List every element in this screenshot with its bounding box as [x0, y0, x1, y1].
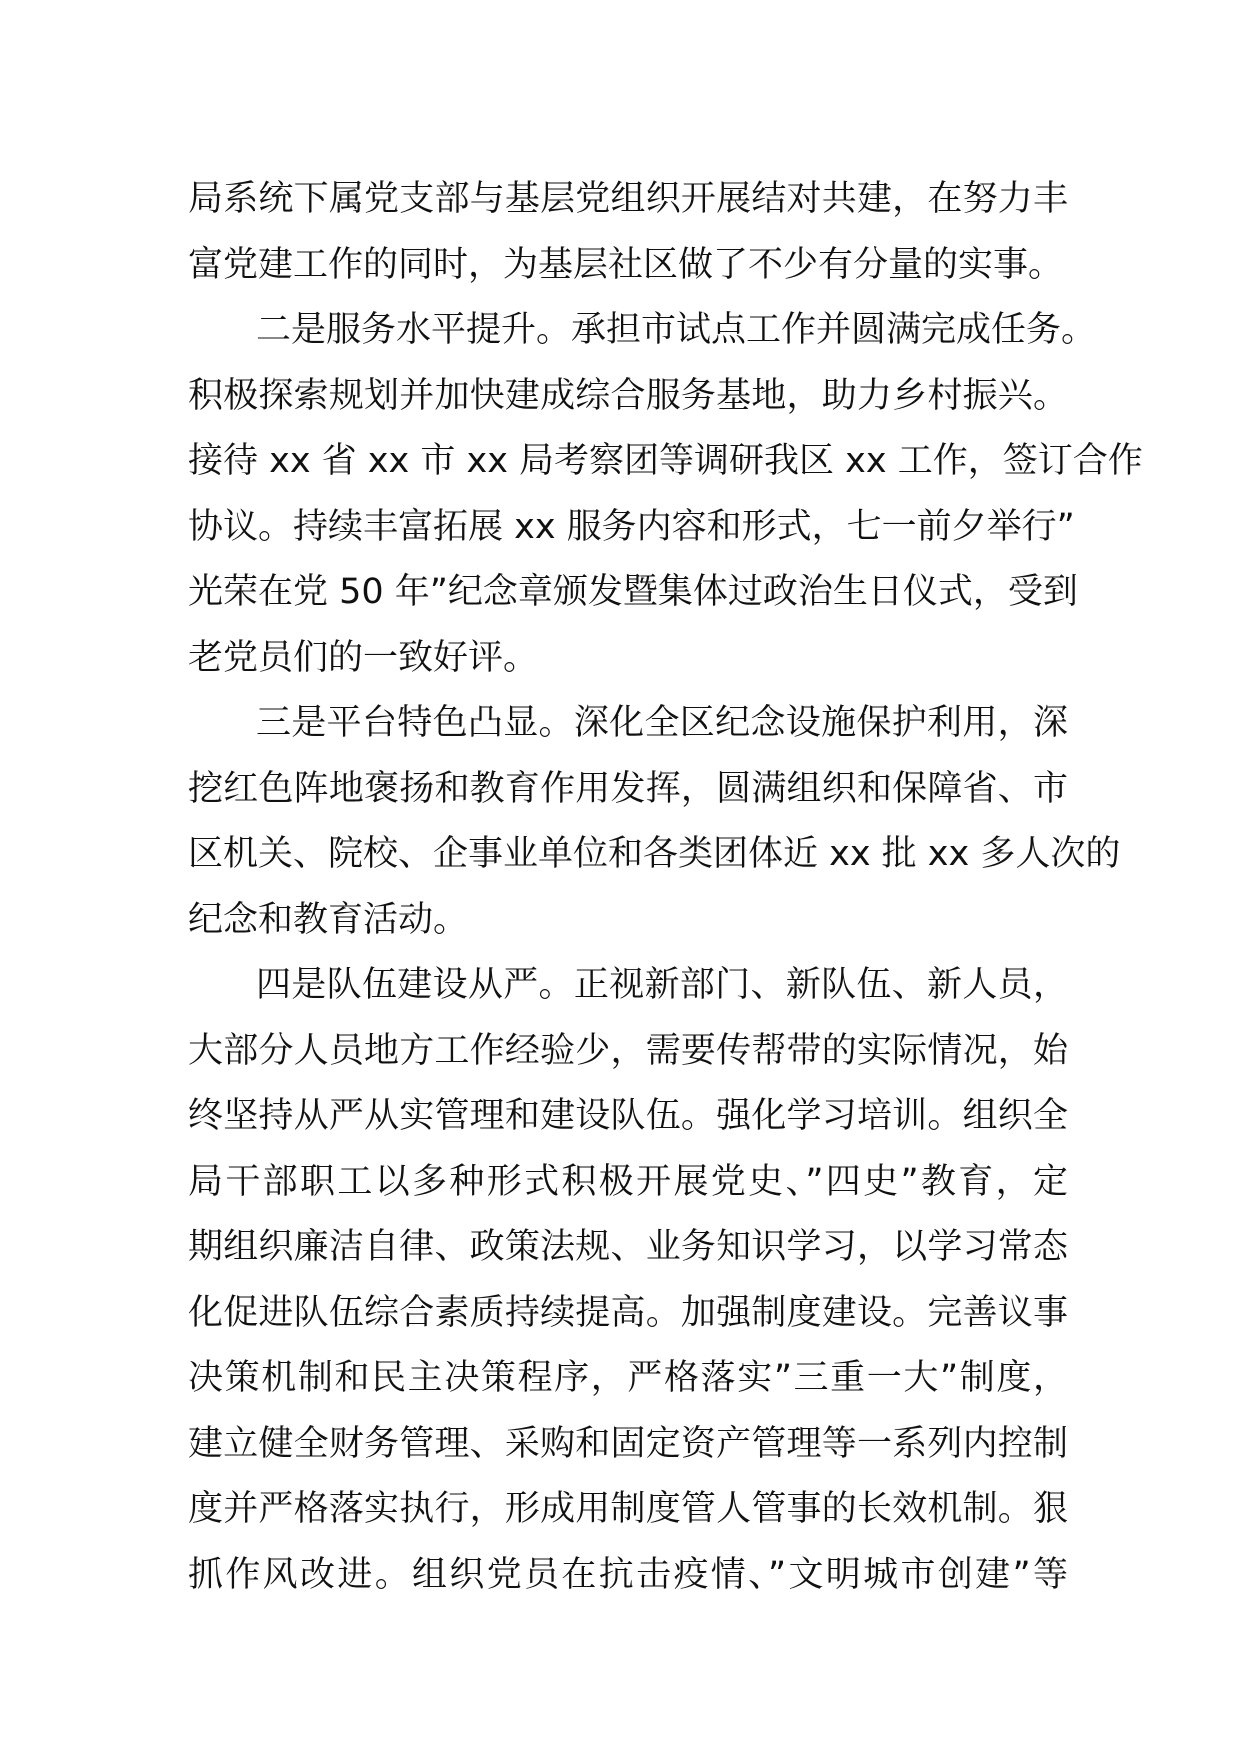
text-line: 积极探索规划并加快建成综合服务基地，助力乡村振兴。 — [188, 375, 1068, 416]
text-line: 建立健全财务管理、采购和固定资产管理等一系列内控制 — [188, 1423, 1068, 1464]
text-line: 度并严格落实执行，形成用制度管人管事的长效机制。狠 — [188, 1489, 1068, 1529]
text-line: 抓作风改进。组织党员在抗击疫情、”文明城市创建”等 — [188, 1554, 1068, 1595]
text-line: 化促进队伍综合素质持续提高。加强制度建设。完善议事 — [188, 1292, 1068, 1333]
text-line: 光荣在党 50 年”纪念章颁发暨集体过政治生日仪式，受到 — [188, 572, 1078, 612]
text-line: 终坚持从严从实管理和建设队伍。强化学习培训。组织全 — [188, 1096, 1068, 1136]
text-line: 三是平台特色凸显。深化全区纪念设施保护利用，深 — [256, 703, 1068, 743]
text-line: 接待 xx 省 xx 市 xx 局考察团等调研我区 xx 工作，签订合作 — [188, 441, 1143, 481]
text-line: 四是队伍建设从严。正视新部门、新队伍、新人员， — [256, 965, 1068, 1005]
text-line: 纪念和教育活动。 — [188, 899, 469, 940]
text-line: 局干部职工以多种形式积极开展党史、”四史”教育，定 — [188, 1161, 1068, 1202]
text-line: 期组织廉洁自律、政策法规、业务知识学习，以学习常态 — [188, 1227, 1068, 1267]
document-body — [188, 167, 1143, 1608]
text-line: 决策机制和民主决策程序，严格落实”三重一大”制度， — [188, 1358, 1068, 1398]
text-line: 区机关、院校、企事业单位和各类团体近 xx 批 xx 多人次的 — [188, 834, 1121, 874]
text-line: 二是服务水平提升。承担市试点工作并圆满完成任务。 — [256, 310, 1097, 350]
text-line: 局系统下属党支部与基层党组织开展结对共建，在努力丰 — [188, 179, 1068, 219]
text-line: 挖红色阵地褒扬和教育作用发挥，圆满组织和保障省、市 — [188, 768, 1068, 809]
text-line: 大部分人员地方工作经验少，需要传帮带的实际情况，始 — [188, 1030, 1068, 1071]
text-line: 富党建工作的同时，为基层社区做了不少有分量的实事。 — [188, 244, 1064, 285]
text-line: 老党员们的一致好评。 — [188, 637, 539, 678]
text-line: 协议。持续丰富拓展 xx 服务内容和形式，七一前夕举行” — [188, 506, 1075, 547]
